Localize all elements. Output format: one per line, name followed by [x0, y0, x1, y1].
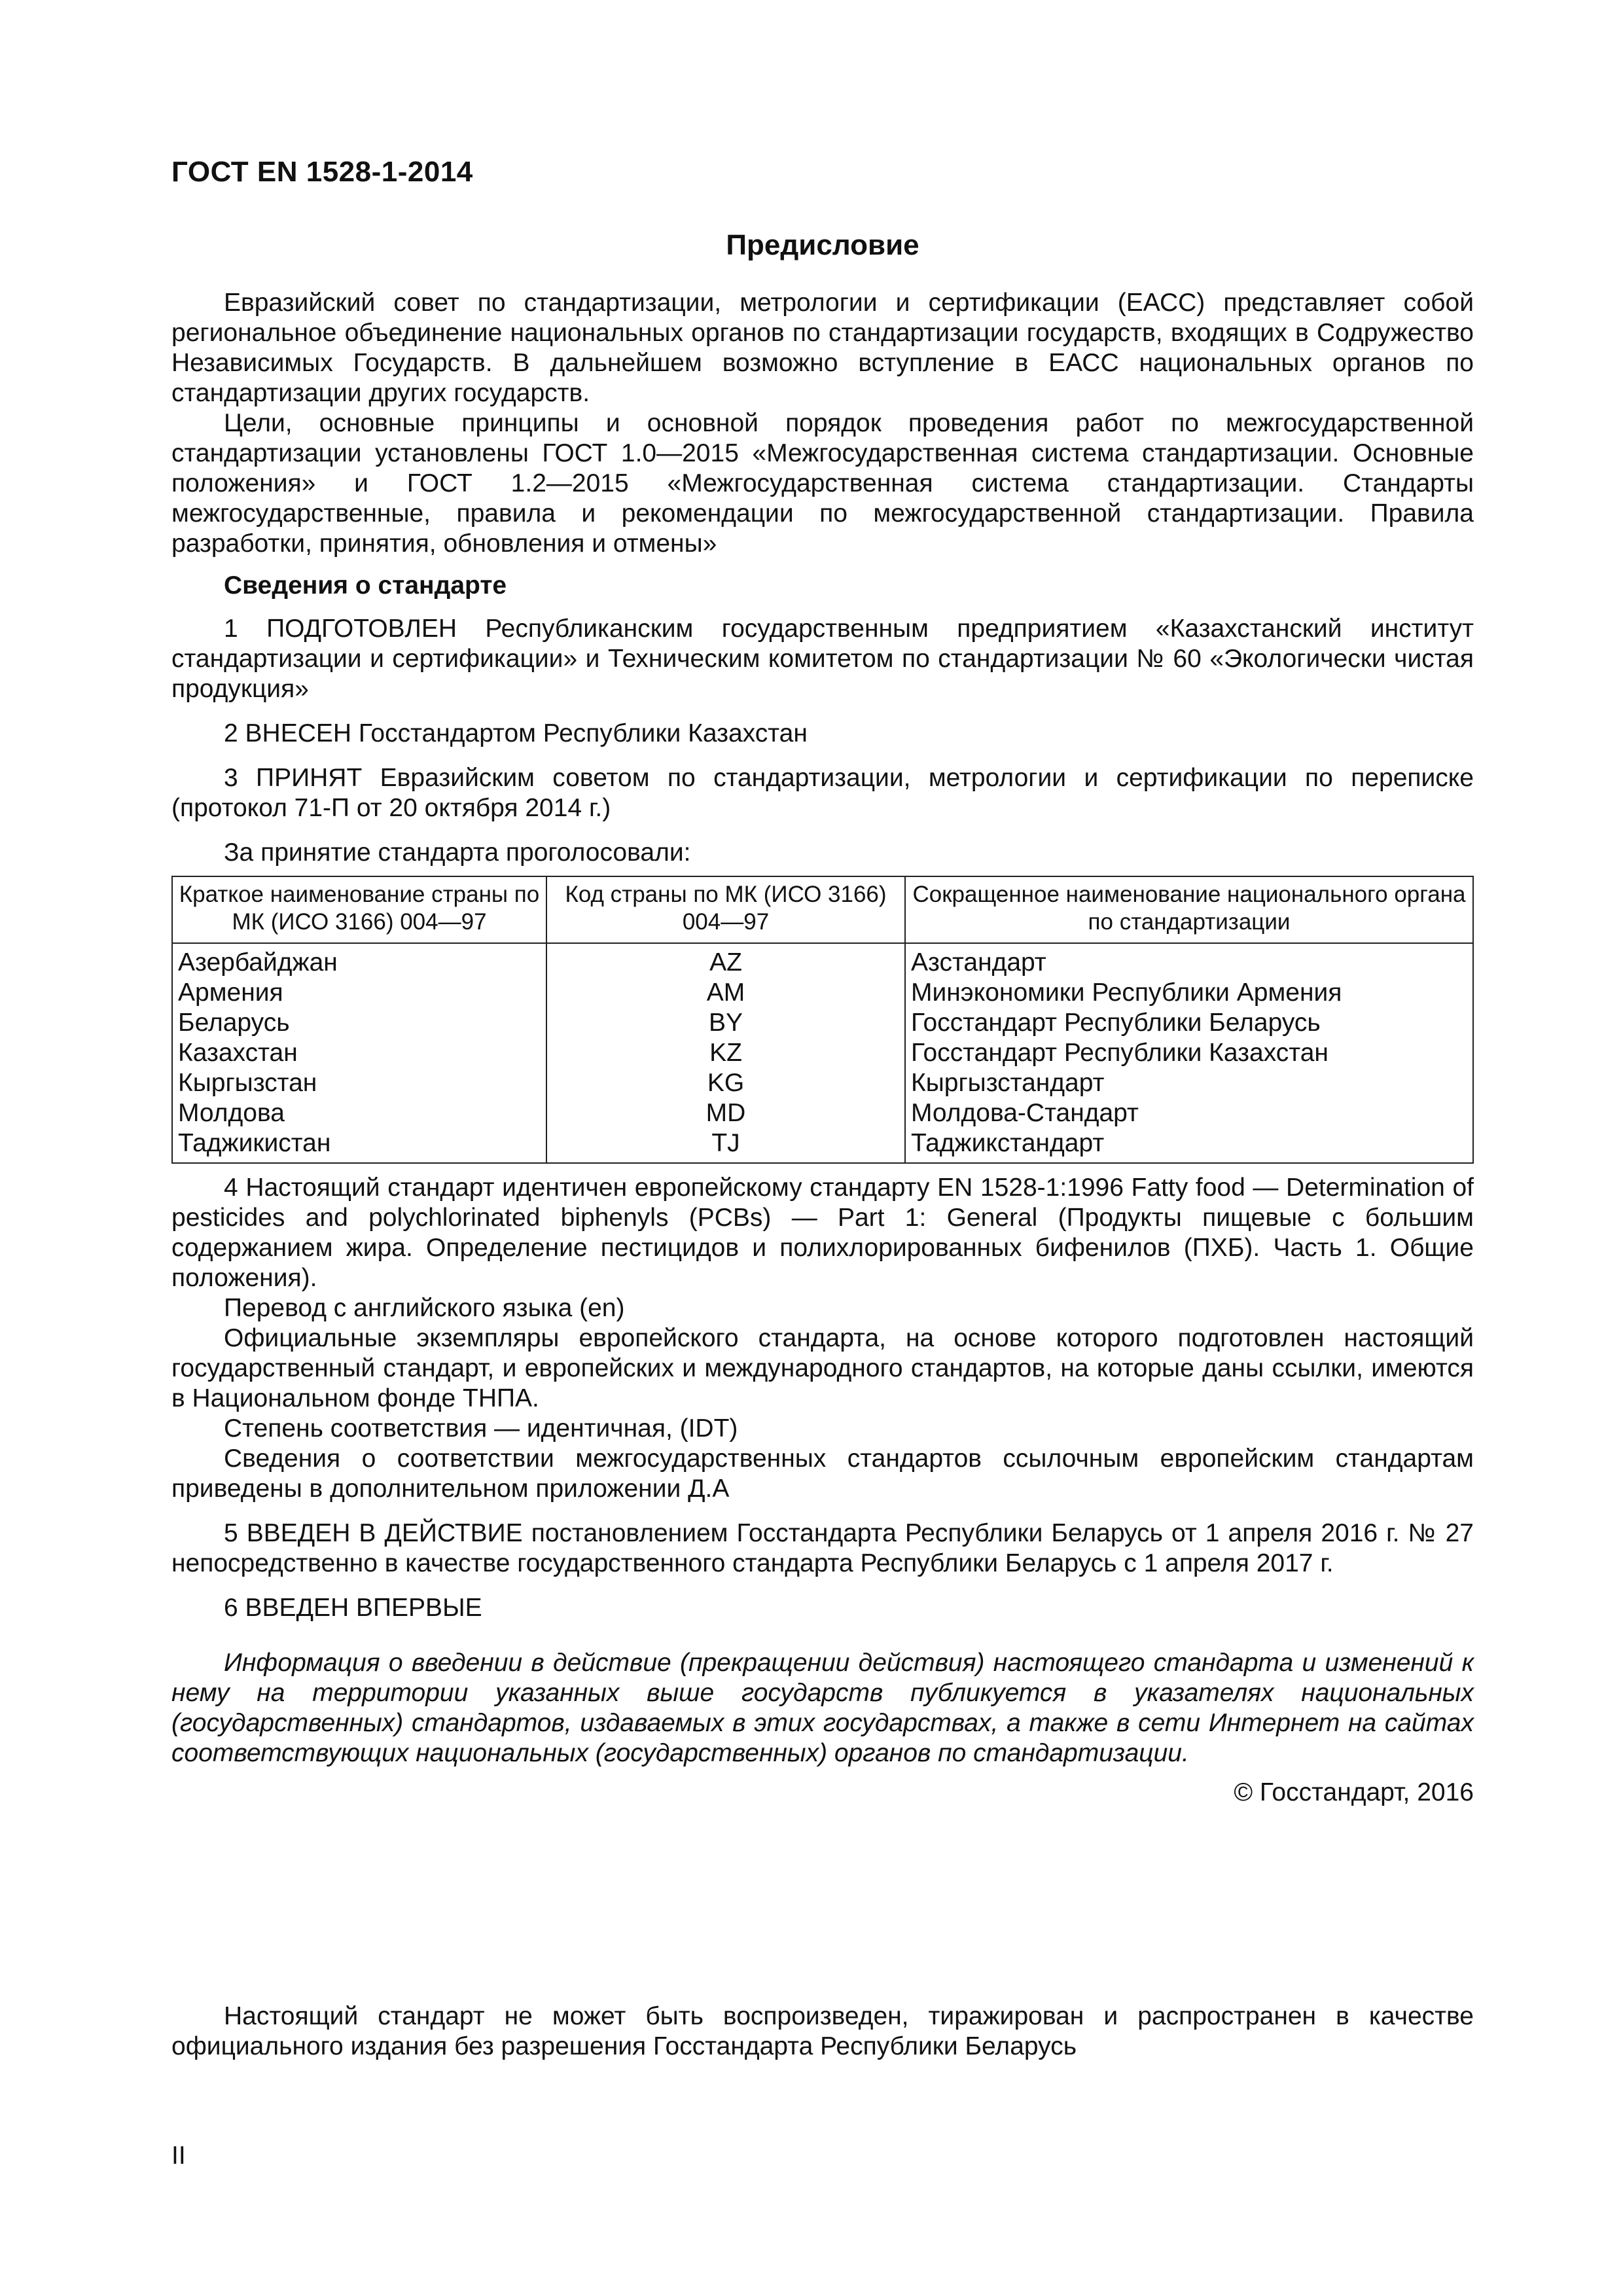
info-item-6: 6 ВВЕДЕН ВПЕРВЫЕ	[224, 1594, 482, 1622]
voted-label: За принятие стандарта проголосовали:	[224, 838, 691, 867]
table-cell-body: Минэкономики Республики Армения	[905, 978, 1473, 1008]
table-row	[172, 943, 1473, 978]
table-cell-code: KZ	[546, 1038, 905, 1068]
preface-paragraph-1: Евразийский совет по стандартизации, метрологии и сертификации (ЕАСС) представляет собой региональное объединение национальных органов по стандартизации государств, входящих в Содружество Независимых Государств. В дальнейшем возможно вступление в ЕАСС национальных органов по стандартизации других государств.	[171, 289, 1474, 407]
table-header-country: Краткое наименование страны по МК (ИСО 3166) 004—97	[172, 876, 546, 943]
voting-table	[171, 876, 1474, 1164]
correspondence-note: Сведения о соответствии межгосударственных стандартов ссылочным европейским стандартам приведены в дополнительном приложении Д.А	[171, 1444, 1474, 1503]
table-cell-code: BY	[546, 1008, 905, 1038]
table-row	[172, 1008, 1473, 1038]
table-row	[172, 1128, 1473, 1163]
table-cell-code: MD	[546, 1098, 905, 1128]
info-item-2: 2 ВНЕСЕН Госстандартом Республики Казахстан	[224, 719, 808, 747]
table-cell-country: Беларусь	[172, 1008, 546, 1038]
table-header-code: Код страны по МК (ИСО 3166) 004—97	[546, 876, 905, 943]
table-cell-country: Молдова	[172, 1098, 546, 1128]
table-header-row	[172, 876, 1473, 943]
table-cell-code: AM	[546, 978, 905, 1008]
table-row	[172, 978, 1473, 1008]
publication-notice: Информация о введении в действие (прекращении действия) настоящего стандарта и изменений к нему на территории указанных выше государств публикуется в указателях национальных (государственных) стандартов, издаваемых в этих государствах, а также в сети Интернет на сайтах соответствующих национальных (государственных) органов по стандартизации.	[171, 1649, 1474, 1767]
table-row	[172, 1038, 1473, 1068]
table-cell-body: Таджикстандарт	[905, 1128, 1473, 1163]
preface-section	[171, 229, 1474, 1808]
info-item-5: 5 ВВЕДЕН В ДЕЙСТВИЕ постановлением Госстандарта Республики Беларусь от 1 апреля 2016 г. № 27 непосредственно в качестве государственного стандарта Республики Беларусь с 1 апреля 2017 г.	[171, 1519, 1474, 1577]
reproduction-notice: Настоящий стандарт не может быть воспроизведен, тиражирован и распространен в качестве официального издания без разрешения Госстандарта Республики Беларусь	[171, 2002, 1474, 2060]
translation-note: Перевод с английского языка (en)	[224, 1294, 625, 1322]
table-cell-code: TJ	[546, 1128, 905, 1163]
table-cell-country: Казахстан	[172, 1038, 546, 1068]
table-cell-body: Госстандарт Республики Казахстан	[905, 1038, 1473, 1068]
table-cell-country: Кыргызстан	[172, 1068, 546, 1098]
table-cell-country: Армения	[172, 978, 546, 1008]
page-number: II	[171, 2142, 186, 2170]
table-row	[172, 1098, 1473, 1128]
table-cell-body: Госстандарт Республики Беларусь	[905, 1008, 1473, 1038]
table-header-body: Сокращенное наименование национального органа по стандартизации	[905, 876, 1473, 943]
conformity-degree: Степень соответствия — идентичная, (IDT)	[224, 1414, 738, 1443]
info-item-1: 1 ПОДГОТОВЛЕН Республиканским государственным предприятием «Казахстанский институт стандартизации и сертификации» и Техническим комитетом по стандартизации № 60 «Экологически чистая продукция»	[171, 615, 1474, 703]
preface-title: Предисловие	[726, 229, 919, 261]
table-row	[172, 1068, 1473, 1098]
standard-info-heading: Сведения о стандарте	[224, 571, 507, 600]
table-cell-code: KG	[546, 1068, 905, 1098]
info-item-3: 3 ПРИНЯТ Евразийским советом по стандартизации, метрологии и сертификации по переписке (протокол 71-П от 20 октября 2014 г.)	[171, 764, 1474, 822]
copyright-line: © Госстандарт, 2016	[1234, 1778, 1474, 1806]
table-cell-body: Молдова-Стандарт	[905, 1098, 1473, 1128]
table-cell-country: Таджикистан	[172, 1128, 546, 1163]
info-item-4: 4 Настоящий стандарт идентичен европейскому стандарту EN 1528-1:1996 Fatty food — Determination of pesticides and polychlorinated biphenyls (PCBs) — Part 1: General (Продукты пищевые с большим содержанием жира. Определение пестицидов и полихлорированных бифенилов (ПХБ). Часть 1. Общие положения).	[171, 1174, 1474, 1292]
table-cell-code: AZ	[546, 943, 905, 978]
document-code: ГОСТ EN 1528-1-2014	[171, 156, 473, 188]
preface-paragraph-2: Цели, основные принципы и основной порядок проведения работ по межгосударственной стандартизации установлены ГОСТ 1.0—2015 «Межгосударственная система стандартизации. Основные положения» и ГОСТ 1.2—2015 «Межгосударственная система стандартизации. Стандарты межгосударственные, правила и рекомендации по межгосударственной стандартизации. Правила разработки, принятия, обновления и отмены»	[171, 409, 1474, 558]
official-copies-note: Официальные экземпляры европейского стандарта, на основе которого подготовлен настоящий государственный стандарт, и европейских и международного стандартов, на которые даны ссылки, имеются в Национальном фонде ТНПА.	[171, 1324, 1474, 1412]
table-cell-country: Азербайджан	[172, 943, 546, 978]
table-cell-body: Кыргызстандарт	[905, 1068, 1473, 1098]
table-cell-body: Азстандарт	[905, 943, 1473, 978]
